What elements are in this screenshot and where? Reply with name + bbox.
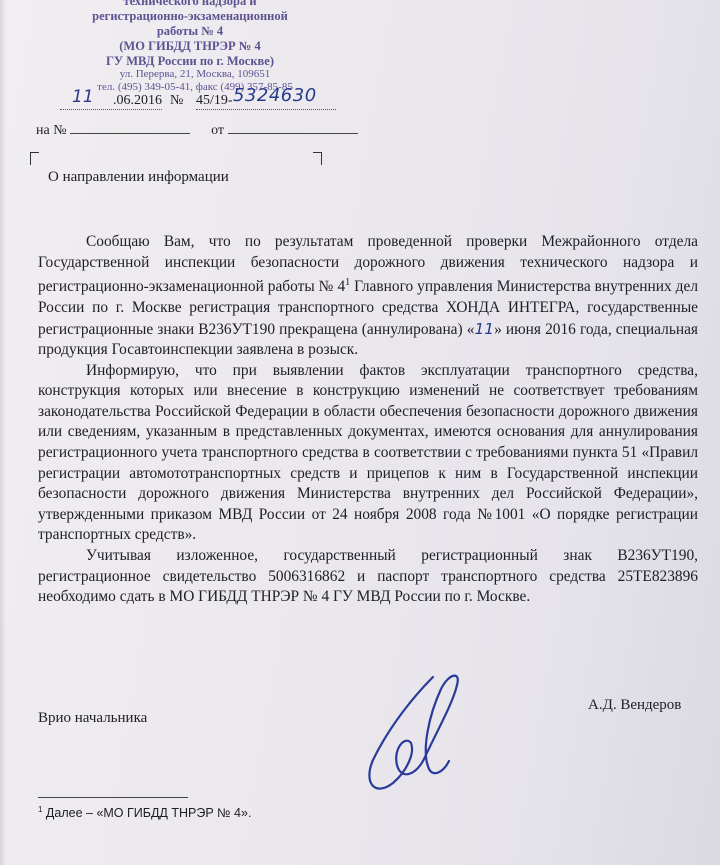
- footnote-marker-inline: 1: [345, 277, 351, 289]
- registration-number-label: №: [170, 93, 184, 108]
- handwritten-day: 11: [474, 319, 495, 338]
- letter-body: [38, 232, 698, 608]
- reference-na-label: на №: [36, 123, 67, 138]
- body-p1-part-a: Сообщаю Вам, что по результатам проведенной проверки Межрайонного отдела Государственной инспекции безопасности дорожного движения технического надзора и регистрационно-экзаменационной работы № 4: [38, 233, 698, 296]
- handwritten-signature: [345, 665, 475, 805]
- registration-number-printed: 45/19-: [196, 93, 336, 110]
- letter-subject: О направлении информации: [48, 169, 229, 185]
- signatory-name: А.Д. Вендеров: [588, 697, 682, 713]
- reference-date-blank: [228, 123, 358, 134]
- registration-number-handwritten: 5324630: [233, 85, 317, 106]
- body-paragraph-2: Информирую, что при выявлении фактов эксплуатации транспортного средства, конструкция которых или внесение в конструкцию изменений не соответствует требованиям законодательства Российской Федерации в области обеспечения безопасности дорожного движения или сведениям, указанным в представленных документах, имеются основания для аннулирования регистрационного учета транспортного средства в соответствии с требованиями пункта 51 «Правил регистрации автомототранспортных средств и прицепов к ним в Государственной инспекции безопасности дорожного движения Министерства внутренних дел Российской Федерации», утвержденными приказом МВД России от 24 ноября 2008 года №1001 «О порядке регистрации транспортных средств».: [38, 361, 698, 544]
- reference-number-blank: [70, 123, 190, 134]
- footnote-divider: [38, 797, 188, 798]
- body-p1-part-b: Главного управления Министерства внутренних дел России по г. Москве регистрация транспортного средства ХОНДА ИНТЕГРА, государственные регистрационные знаки В236УТ190 прекращена (аннулирована) «: [38, 278, 698, 338]
- letterhead-line-5: ГУ МВД России по г. Москве): [105, 54, 275, 68]
- signatory-position: Врио начальника: [38, 710, 148, 726]
- letterhead-line-2: регистрационно-экзаменационной: [92, 9, 288, 23]
- body-paragraph-3: Учитывая изложенное, государственный регистрационный знак В236УТ190, регистрационное свидетельство 5006316862 и паспорт транспортного средства 25ТЕ823896 необходимо сдать в МО ГИБДД ТНРЭР № 4 ГУ МВД России по г. Москве.: [38, 547, 698, 606]
- body-p1-part-c: » июня 2016 года, специальная продукция Госавтоинспекции заявлена в розыск.: [38, 320, 698, 359]
- reference-row: [36, 123, 358, 139]
- letterhead-line-3: работы № 4: [156, 24, 224, 38]
- reference-ot-label: от: [211, 123, 225, 138]
- letterhead-line-4: (МО ГИБДД ТНРЭР № 4: [119, 39, 261, 53]
- letterhead-line-1: технического надзора и: [123, 0, 257, 8]
- address-phone: тел. (495) 349-05-41, факс (499) 357-85-85: [97, 81, 293, 93]
- page-edge-shadow: [0, 0, 6, 865]
- address-street: ул. Перерва, 21, Москва, 109651: [119, 68, 271, 80]
- footnote: [38, 805, 251, 820]
- letterhead: [40, 0, 340, 69]
- registration-date-handwritten: 11: [72, 87, 94, 107]
- subject-bracket-left: [30, 152, 39, 165]
- footnote-text: Далее – «МО ГИБДД ТНРЭР № 4».: [42, 806, 252, 821]
- registration-date: .06.2016: [60, 93, 162, 110]
- footnote-marker: 1: [38, 805, 43, 814]
- subject-bracket-right: [313, 152, 322, 165]
- body-paragraph-1: [38, 232, 698, 361]
